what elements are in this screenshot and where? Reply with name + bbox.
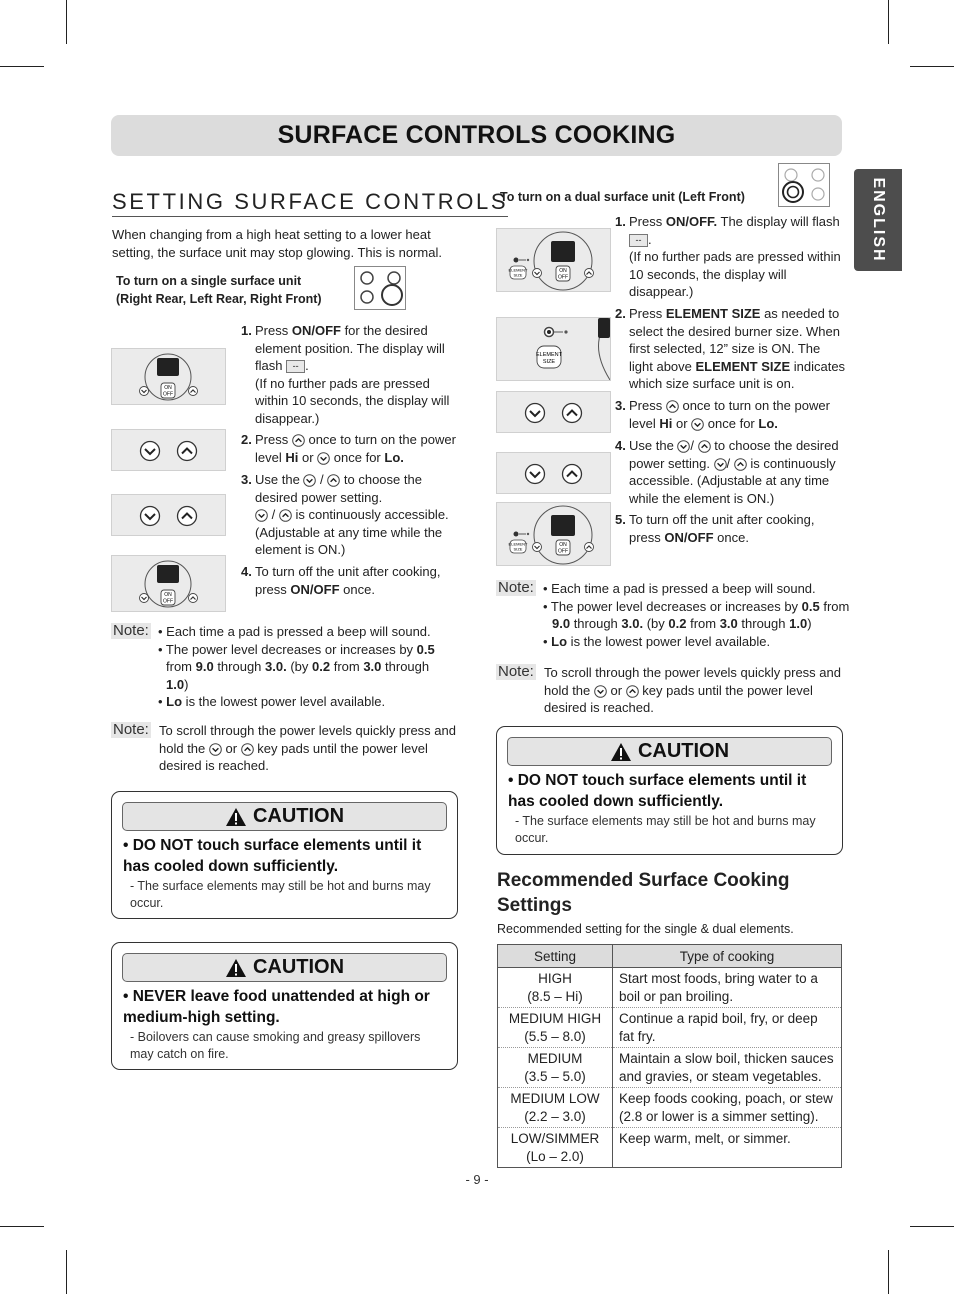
- cooking-type-cell: Continue a rapid boil, fry, or deep fat fry.: [613, 1008, 842, 1048]
- crop-mark: [910, 1226, 954, 1227]
- arrow-pads-image: [496, 391, 611, 433]
- crop-mark: [66, 1250, 67, 1294]
- control-panel-image: [111, 348, 226, 405]
- note-label: Note:: [113, 622, 149, 639]
- control-panel-image: [496, 502, 611, 566]
- caution-heading: • NEVER leave food unattended at high or medium-high setting.: [123, 988, 430, 1026]
- recommended-title: Recommended Surface Cooking Settings: [497, 870, 790, 916]
- table-header-row: [498, 945, 842, 968]
- display-dash-icon: --: [286, 360, 305, 373]
- on-label: ON: [559, 268, 567, 274]
- chevron-up-circle-icon: [666, 400, 679, 413]
- single-unit-heading: To turn on a single surface unit (Right Rear, Left Rear, Right Front): [116, 274, 322, 306]
- page-number: - 9 -: [465, 1172, 489, 1187]
- note-text: To scroll through the power levels quickly press and hold the or key pads until the power level desired is reached.: [159, 723, 456, 773]
- warning-triangle-icon: [225, 807, 247, 827]
- column-header: Type of cooking: [613, 945, 842, 968]
- chevron-up-circle-icon: [734, 458, 747, 471]
- caution-box: [111, 791, 458, 919]
- setting-cell: HIGH (8.5 – Hi): [498, 968, 613, 1008]
- intro-text: When changing from a high heat setting to a lower heat setting, the surface unit may stop glowing. This is normal.: [112, 227, 442, 260]
- element-label: ELEMENT: [508, 267, 528, 273]
- dual-unit-heading: To turn on a dual surface unit (Left Front): [500, 190, 745, 204]
- caution-detail: - The surface elements may still be hot and burns may occur.: [515, 814, 816, 845]
- off-label: OFF: [558, 274, 568, 281]
- page-title: SURFACE CONTROLS COOKING: [277, 121, 676, 149]
- caution-detail: - Boilovers can cause smoking and greasy spillovers may catch on fire.: [130, 1030, 421, 1061]
- crop-mark: [0, 66, 44, 67]
- language-tab: [854, 169, 902, 271]
- display-dash-icon: --: [629, 234, 648, 247]
- cooking-type-cell: Keep foods cooking, poach, or stew (2.8 or lower is a simmer setting).: [613, 1088, 842, 1128]
- section-title: SETTING SURFACE CONTROLS: [112, 189, 508, 217]
- note-text: • Each time a pad is pressed a beep will sound. • The power level decreases or increases by 0.5 from 9.0 through 3.0. (by 0.2 from 3.0 through 1.0) • Lo is the lowest power level available.: [543, 581, 850, 649]
- recommended-subtitle: Recommended setting for the single & dual elements.: [497, 922, 794, 936]
- size-label: SIZE: [513, 546, 523, 552]
- chevron-up-circle-icon: [279, 509, 292, 522]
- caution-title-bar: CAUTION: [122, 802, 447, 831]
- cooking-type-cell: Start most foods, bring water to a boil or pan broiling.: [613, 968, 842, 1008]
- caution-heading: • DO NOT touch surface elements until it has cooled down sufficiently.: [508, 772, 807, 810]
- table-row: [498, 1008, 842, 1048]
- setting-cell: MEDIUM LOW (2.2 – 3.0): [498, 1088, 613, 1128]
- setting-cell: MEDIUM (3.5 – 5.0): [498, 1048, 613, 1088]
- table-row: [498, 1128, 842, 1168]
- step-2: 2. Press once to turn on the power level Hi or once for Lo.: [241, 432, 456, 465]
- warning-triangle-icon: [610, 742, 632, 762]
- arrow-pads-image: [496, 452, 611, 494]
- note-text: To scroll through the power levels quickly press and hold the or key pads until the power level desired is reached.: [544, 665, 841, 715]
- chevron-down-circle-icon: [594, 685, 607, 698]
- crop-mark: [66, 0, 67, 44]
- step-1: 1. Press ON/OFF for the desired element position. The display will flash -- . (If no further pads are pressed within 10 seconds, the display will disappear.): [241, 323, 450, 426]
- chevron-up-circle-icon: [292, 434, 305, 447]
- caution-title-bar: CAUTION: [507, 737, 832, 766]
- table-row: [498, 1048, 842, 1088]
- warning-triangle-icon: [225, 958, 247, 978]
- note-label: Note:: [498, 663, 534, 680]
- chevron-up-circle-icon: [626, 685, 639, 698]
- cooking-type-cell: Keep warm, melt, or simmer.: [613, 1128, 842, 1168]
- chevron-down-circle-icon: [209, 743, 222, 756]
- crop-mark: [888, 1250, 889, 1294]
- chevron-down-circle-icon: [303, 474, 316, 487]
- step-3: 3. Use the / to choose the desired power setting. / is continuously accessible. (Adjustable at any time while the element is ON.): [241, 472, 449, 557]
- crop-mark: [0, 1226, 44, 1227]
- crop-mark: [910, 66, 954, 67]
- language-label: ENGLISH: [870, 177, 887, 263]
- step-2: 2. Press ELEMENT SIZE as needed to select the desired burner size. When first selected, 12” size is ON. The light above ELEMENT SIZE indicates which size surface unit is on.: [615, 306, 846, 391]
- page-header: [111, 115, 842, 156]
- arrow-pads-image: [111, 429, 226, 471]
- setting-cell: LOW/SIMMER (Lo – 2.0): [498, 1128, 613, 1168]
- chevron-down-circle-icon: [317, 452, 330, 465]
- cooktop-single-thumbnail: [354, 266, 406, 310]
- off-label: OFF: [558, 548, 568, 555]
- note-text: • Each time a pad is pressed a beep will sound. • The power level decreases or increases by 0.5 from 9.0 through 3.0. (by 0.2 from 3.0 through 1.0) • Lo is the lowest power level available.: [158, 624, 435, 709]
- on-label: ON: [164, 385, 172, 391]
- chevron-down-circle-icon: [677, 440, 690, 453]
- caution-heading: • DO NOT touch surface elements until it has cooled down sufficiently.: [123, 837, 422, 875]
- caution-title-bar: CAUTION: [122, 953, 447, 982]
- element-label: ELEMENT: [508, 541, 528, 547]
- caution-detail: - The surface elements may still be hot and burns may occur.: [130, 879, 431, 910]
- step-5: 5. To turn off the unit after cooking, press ON/OFF once.: [615, 512, 815, 545]
- step-4: 4. Use the / to choose the desired power setting. / is continuously accessible. (Adjustable at any time while the element is ON.): [615, 438, 839, 506]
- caution-box: [111, 942, 458, 1070]
- cooktop-dual-thumbnail: [778, 163, 830, 207]
- control-panel-image: [496, 228, 611, 292]
- on-label: ON: [559, 542, 567, 548]
- step-3: 3. Press once to turn on the power level Hi or once for Lo.: [615, 398, 830, 431]
- size-label: SIZE: [542, 359, 556, 365]
- column-header: Setting: [498, 945, 613, 968]
- chevron-down-circle-icon: [714, 458, 727, 471]
- crop-mark: [888, 0, 889, 44]
- caution-box: [496, 726, 843, 855]
- step-4: 4. To turn off the unit after cooking, press ON/OFF once.: [241, 564, 441, 597]
- chevron-up-circle-icon: [327, 474, 340, 487]
- recommended-settings-table: [497, 944, 842, 1168]
- chevron-down-circle-icon: [255, 509, 268, 522]
- chevron-down-circle-icon: [691, 418, 704, 431]
- table-row: [498, 1088, 842, 1128]
- cooking-type-cell: Maintain a slow boil, thicken sauces and gravies, or steam vegetables.: [613, 1048, 842, 1088]
- size-label: SIZE: [513, 272, 523, 278]
- chevron-up-circle-icon: [241, 743, 254, 756]
- table-row: [498, 968, 842, 1008]
- off-label: OFF: [163, 391, 173, 398]
- control-panel-image: [111, 555, 226, 612]
- on-label: ON: [164, 592, 172, 598]
- element-label: ELEMENT: [536, 352, 562, 358]
- chevron-up-circle-icon: [698, 440, 711, 453]
- note-label: Note:: [498, 579, 534, 596]
- arrow-pads-image: [111, 494, 226, 536]
- off-label: OFF: [163, 598, 173, 605]
- setting-cell: MEDIUM HIGH (5.5 – 8.0): [498, 1008, 613, 1048]
- note-label: Note:: [113, 721, 149, 738]
- step-1: 1. Press ON/OFF. The display will flash -- . (If no further pads are pressed within 10 seconds, the display will disappear.): [615, 214, 841, 299]
- element-size-panel-image: [496, 317, 611, 381]
